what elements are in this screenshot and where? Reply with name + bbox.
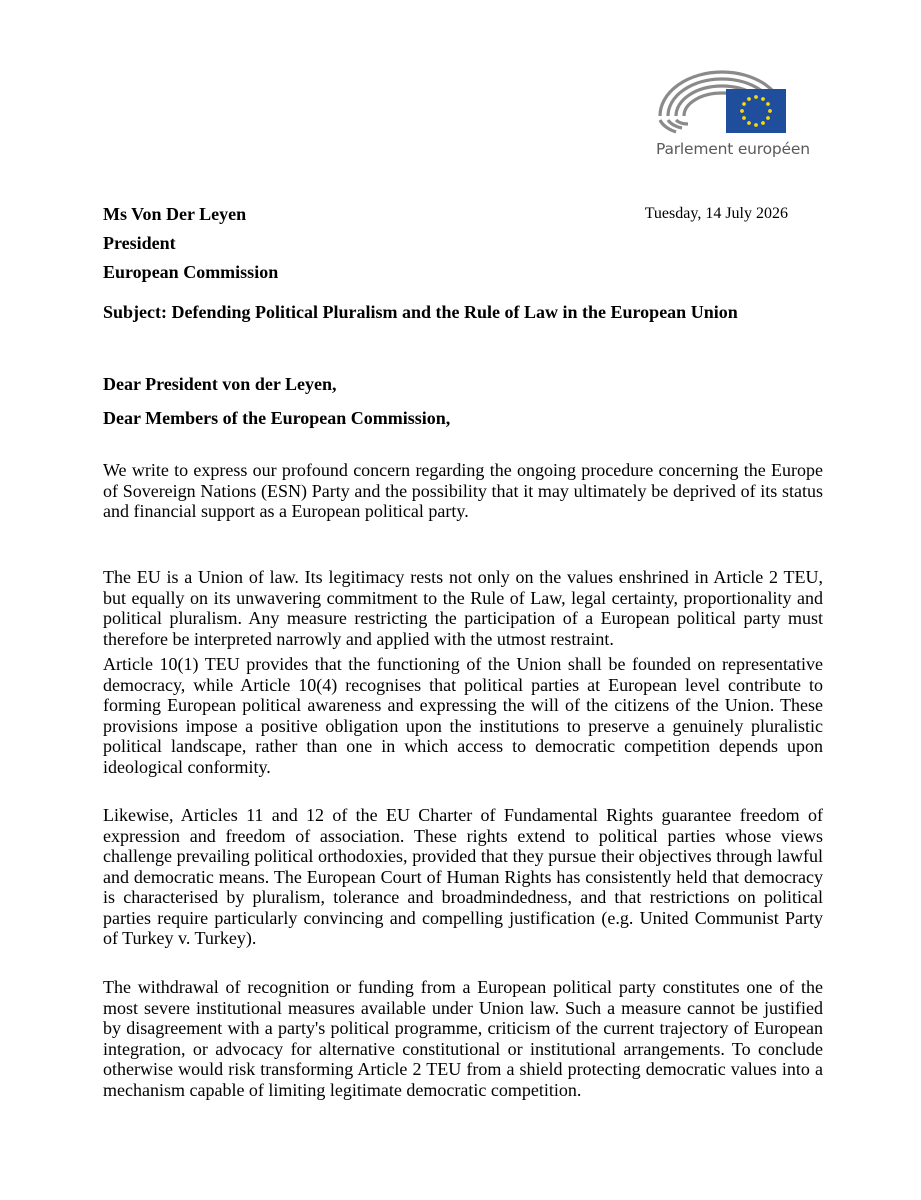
recipient-name: Ms Von Der Leyen [103,204,247,224]
salutation-members: Dear Members of the European Commission, [103,408,451,428]
european-parliament-logo [654,62,810,162]
paragraph-2: The EU is a Union of law. Its legitimacy rests not only on the values enshrined in Article 2 TEU, but equally on its unwavering commitment to the Rule of Law, legal certainty, proportionality and political pluralism. Any measure restricting the participation of a European political party must therefore be interpreted narrowly and applied with the utmost restraint. [103,567,823,649]
paragraph-4: Likewise, Articles 11 and 12 of the EU Charter of Fundamental Rights guarantee freedom of expression and freedom of association. These rights extend to political parties whose views challenge prevailing political orthodoxies, provided that they pursue their objectives through lawful and democratic means. The European Court of Human Rights has consistently held that democracy is characterised by pluralism, tolerance and broadmindedness, and that restrictions on political parties require particularly convincing and compelling justification (e.g. United Communist Party of Turkey v. Turkey). [103,805,823,948]
recipient-organisation: European Commission [103,262,279,282]
recipient-title: President [103,233,176,253]
hemicycle-flag-icon [654,62,790,138]
salutation-president: Dear President von der Leyen, [103,374,337,394]
paragraph-5: The withdrawal of recognition or funding from a European political party constitutes one of the most severe institutional measures available under Union law. Such a measure cannot be justified by disagreement with a party's political programme, criticism of the current trajectory of European integration, or advocacy for alternative constitutional or institutional arrangements. To conclude otherwise would risk transforming Article 2 TEU from a shield protecting democratic values into a mechanism capable of limiting legitimate democratic competition. [103,977,823,1100]
letter-date: Tuesday, 14 July 2026 [644,205,788,222]
logo-text: Parlement européen [656,140,810,158]
paragraph-1: We write to express our profound concern regarding the ongoing procedure concerning the Europe of Sovereign Nations (ESN) Party and the possibility that it may ultimately be deprived of its status and financial support as a European political party. [103,460,823,521]
paragraph-3: Article 10(1) TEU provides that the functioning of the Union shall be founded on representative democracy, while Article 10(4) recognises that political parties at European level contribute to forming European political awareness and expressing the will of the citizens of the Union. These provisions impose a positive obligation upon the institutions to preserve a genuinely pluralistic political landscape, rather than one in which access to democratic competition depends upon ideological conformity. [103,654,823,777]
subject-line: Subject: Defending Political Pluralism and the Rule of Law in the European Union [103,302,738,322]
